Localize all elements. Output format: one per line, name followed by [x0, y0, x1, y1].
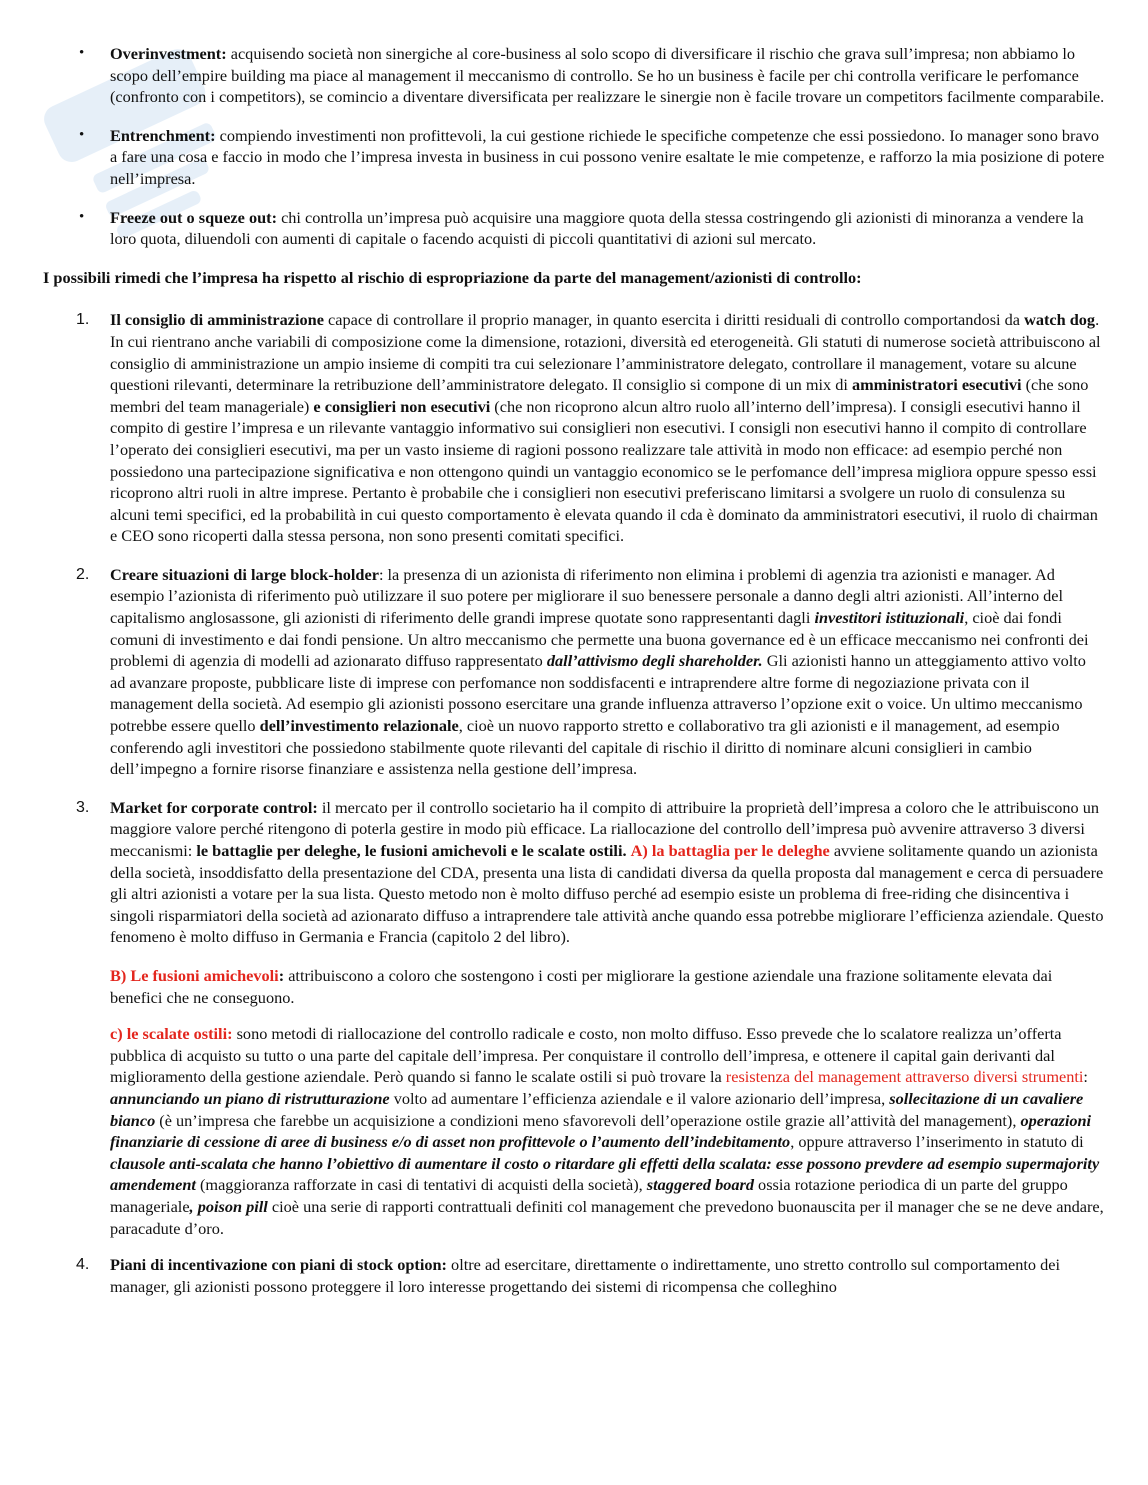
text-run: sollecitazione di un cavaliere bianco — [110, 1088, 1084, 1130]
text-run: clausole anti-scalata che hanno l’obiettivo di aumentare il costo o ritardare gli effetti della scalata: esse possono prevdere ad esempio supermajority amendement — [110, 1153, 1100, 1195]
text-run: Gli azionisti hanno un atteggiamento attivo volto ad avanzare proposte, pubblicare liste di imprese con perfomance non soddisfacenti e intraprendere altre forme di negoziazione privata con il management della società. Ad esempio gli azionisti possono esercitare una grande influenza attraverso l’opzione exit o voice. Un ultimo meccanismo potrebbe essere quello — [110, 651, 1086, 736]
list-number: 4. — [76, 1256, 90, 1274]
text-run: , oppure attraverso l’inserimento in statuto di — [790, 1132, 1084, 1152]
text-run: annunciando un piano di ristrutturazione — [110, 1088, 390, 1108]
text-run: dell’investimento relazionale — [259, 716, 459, 736]
bullet-marker: • — [79, 208, 85, 225]
list-number: 1. — [76, 311, 90, 329]
numbered-item — [76, 309, 1105, 547]
text-run: compiendo investimenti non profittevoli, la cui gestione richiede le specifiche competenze che essi possiedono. Io manager sono bravo a fare una cosa e faccio in modo che l’impresa investa in business in cui possono venire esaltate le mie competenze, e rafforzo la mia posizione di potere nell’impresa. — [110, 125, 1105, 188]
text-run: (maggioranza rafforzate in casi di tentativi di acquisti della società), — [195, 1175, 647, 1195]
text-run: operazioni finanziarie di cessione di aree di business e/o di asset non profittevole o l’aumento dell’indebitamento — [110, 1110, 1092, 1152]
text-run: resistenza del management attraverso diversi strumenti — [725, 1067, 1084, 1087]
text-run: cioè una serie di rapporti contrattuali definiti col management che prevedono buonauscita per il manager che se ne deve andare, paracadute d’oro. — [110, 1196, 1104, 1238]
bullet-marker: • — [79, 45, 85, 61]
list-number: 3. — [76, 798, 90, 816]
list-number: 2. — [76, 565, 90, 583]
text-run: Creare situazioni di large block-holder — [110, 564, 379, 584]
text-run: Il consiglio di amministrazione — [110, 310, 324, 330]
text-run: le battaglie per deleghe, le fusioni amichevoli e le scalate ostili. — [196, 841, 627, 860]
text-run: : la presenza di un azionista di riferimento non elimina i problemi di agenzia tra azionisti e manager. Ad esempio l’azionista di riferimento può utilizzare il suo potere per migliorare il suo benessere personale a danno degli altri azionisti. All’interno del capitalismo anglosassone, gli azionisti di riferimento delle grandi imprese quotate sono rappresentanti dagli — [110, 564, 1064, 628]
text-run: acquisendo società non sinergiche al core-business al solo scopo di diversificare il rischio che grava sull’impresa; non abbiamo lo scopo dell’empire building ma piace al management il meccanismo di controllo. Se ho un business è facile per chi controlla verificare le perfomance (confronto con i competitors), se comincio a diventare diversificata per realizzare le sinergie non è facile trovare un competitors facilmente comparabile. — [110, 44, 1105, 107]
text-run: I possibili rimedi che l’impresa ha rispetto al rischio di espropriazione da parte del management/azionisti di controllo: — [43, 267, 862, 287]
text-run: avviene solitamente quando un azionista della società, insoddisfatto della presentazione del CDA, presenta una lista di candidati diversa da quella proposta dal management e cerca di persuadere gli altri azionisti a votare per la sua lista. Questo metodo non è molto diffuso perché ad esempio esiste un problema di free-riding che disincentiva i singoli risparmiatori della società ad azionarato diffuso a intraprendere tale attività anche quando essa potrebbe migliorare l’efficienza aziendale. Questo fenomeno è molto diffuso in Germania e Francia (capitolo 2 del libro). — [110, 841, 1104, 947]
text-run: , poison pill — [189, 1196, 268, 1216]
text-run: e consiglieri non esecutivi — [313, 396, 491, 416]
text-run: : — [278, 965, 285, 985]
text-run: attribuiscono a coloro che sostengono i costi per migliorare la gestione aziendale una frazione solitamente elevata dai benefici che ne conseguono. — [110, 965, 1053, 1007]
text-run: staggered board — [646, 1175, 754, 1195]
numbered-item — [76, 564, 1105, 780]
text-run: chi controlla un’impresa può acquisire una maggiore quota della stessa costringendo gli azionisti di minoranza a vendere la loro quota, diluendoli con aumenti di capitale o facendo acquisti di piccoli quantitativi di azioni sul mercato. — [110, 207, 1084, 249]
text-run: Entrenchment: — [110, 125, 216, 145]
text-run: oltre ad esercitare, direttamente o indirettamente, uno stretto controllo sul comportamento dei manager, gli azionisti possono proteggere il loro interesse progettando dei sistemi di ricompensa che colleghino — [110, 1255, 1061, 1296]
document-body — [0, 43, 1148, 1297]
text-run: il mercato per il controllo societario ha il compito di attribuire la proprietà dell’impresa a coloro che le attribuiscono un maggiore valore perché ritengono di poterla gestire in modo più efficace. La riallocazione del controllo dell’impresa può avvenire attraverso 3 diversi meccanismi: — [110, 797, 1100, 860]
text-run: : — [1083, 1067, 1088, 1087]
numbered-item — [76, 1254, 1105, 1297]
sub-paragraph — [110, 965, 1105, 1008]
bullet-item — [79, 125, 1105, 190]
text-run: dall’attivismo degli shareholder. — [546, 651, 763, 671]
text-run: B) Le fusioni amichevoli — [110, 965, 279, 985]
bullet-marker: • — [79, 126, 85, 143]
bullet-item — [79, 207, 1105, 250]
text-run: c) le scalate ostili: — [110, 1024, 233, 1044]
numbered-item — [76, 797, 1105, 948]
text-run: Piani di incentivazione con piani di stock option: — [110, 1255, 447, 1275]
text-run: Freeze out o squeze out: — [110, 207, 277, 227]
text-run: Overinvestment: — [110, 44, 227, 63]
text-run: (che sono membri del team manageriale) — [110, 375, 1089, 416]
text-run: investitori istituzionali — [814, 608, 965, 628]
text-run: ossia rotazione periodica di un parte del gruppo manageriale — [110, 1175, 1068, 1216]
bullet-item — [79, 43, 1105, 108]
text-run: , cioè un nuovo rapporto stretto e collaborativo tra gli azionisti e il management, ad esempio conferendo agli investitori che possiedono stabilmente quote rilevanti del capitale di rischio il diritto di nominare alcuni consiglieri in cambio dell’impegno a fornire risorse finanziare e assistenza nella gestione dell’impresa. — [110, 716, 1060, 779]
text-run: (che non ricoprono alcun altro ruolo all’interno dell’impresa). I consigli esecutivi hanno il compito di gestire l’impresa e un rilevante vantaggio informativo sui consiglieri non esecutivi. I consigli non esecutivi hanno il compito di controllare l’operato dei consiglieri esecutivi, ma per un vasto insieme di ragioni possono realizzare tale attività in modo non efficace: ad esempio perché non possiedono una partecipazione significativa e non ottengono quindi un vantaggio economico se le perfomance dell’impresa migliora oppure spesso essi ricoprono altri ruoli in altre imprese. Pertanto è probabile che i consiglieri non esecutivi preferiscano limitarsi a svolgere un ruolo di consulenza su alcuni temi specifici, ed la probabilità in cui questo comportamento è elevata quando il cda è dominato da amministratori esecutivi, il ruolo di chairman e CEO sono ricoperti dalla stessa persona, non sono presenti comitati specifici. — [110, 396, 1098, 546]
text-run: , cioè dai fondi comuni di investimento e dai fondi pensione. Un altro meccanismo che permette una buona governance ed è un efficace meccanismo nei confronti dei problemi di agenzia di modelli ad azionarato diffuso rappresentato — [110, 608, 1089, 671]
text-run: amministratori esecutivi — [851, 375, 1022, 395]
text-run: capace di controllare il proprio manager, in quanto esercita i diritti residuali di controllo comportandosi da — [323, 310, 1025, 330]
section-heading — [43, 267, 1113, 289]
text-run: Market for corporate control: — [110, 797, 318, 817]
sub-paragraph — [110, 1023, 1105, 1239]
text-run: volto ad aumentare l’efficienza aziendale e il valore azionario dell’impresa, — [389, 1088, 890, 1108]
text-run: A) la battaglia per le deleghe — [630, 841, 830, 860]
text-run: . In cui rientrano anche variabili di composizione come la dimensione, rotazioni, diversità ed eterogeneità. Gli statuti di numerose società attribuiscono al consiglio di amministrazione un ampio insieme di compiti tra cui selezionare l’amministratore delegato, controllare il management, votare su alcune questioni rilevanti, determinare la retribuzione dell’amministratore delegato. Il consiglio si compone di un mix di — [110, 310, 1101, 395]
text-run: sono metodi di riallocazione del controllo radicale e costo, non molto diffuso. Esso prevede che lo scalatore realizza un’offerta pubblica di acquisto su tutto o una parte del capitale dell’impresa. Per conquistare il controllo dell’impresa, e ottenere il capital gain derivanti dal miglioramento della gestione aziendale. Però quando si fanno le scalate ostili si può trovare la — [110, 1024, 1062, 1087]
text-run: (è un’impresa che farebbe un acquisizione a condizioni meno sfavorevoli dell’operazione ostile grazie all’attività del management), — [155, 1110, 1021, 1130]
text-run: watch dog — [1024, 310, 1096, 330]
